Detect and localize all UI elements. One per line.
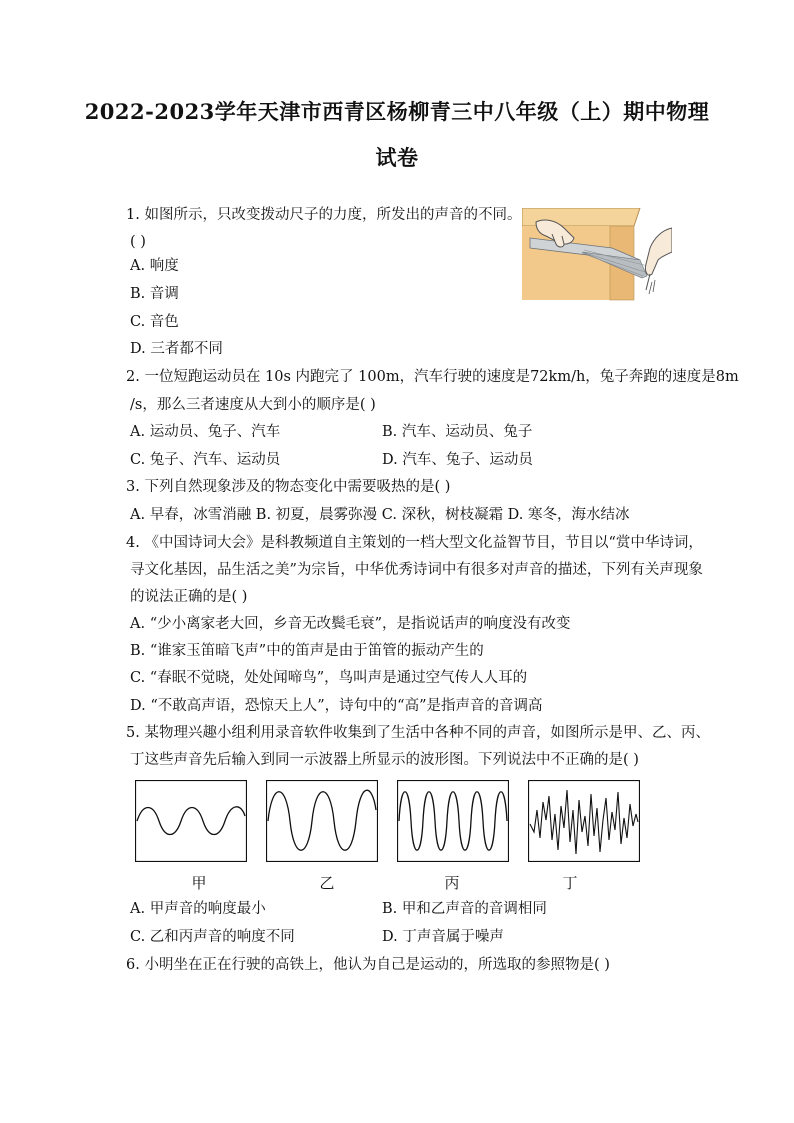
q5-stem-cont: 丁这些声音先后输入到同一示波器上所显示的波形图。下列说法中不正确的是( ) [130,752,639,768]
q5-option-a: A. 甲声音的响度最小 [130,901,266,917]
q1-option-b: B. 音调 [130,286,179,302]
waveform-ding [528,780,640,862]
q4-option-b: B. “谁家玉笛暗飞声”中的笛声是由于笛管的振动产生的 [130,643,484,659]
q1-option-c: C. 音色 [130,314,179,330]
exam-title-line2: 试卷 [375,145,419,170]
q4-stem: 4. 《中国诗词大会》是科教频道自主策划的一档大型文化益智节目，节目以“赏中华诗词， [126,535,703,551]
q1-stem: 1. 如图所示，只改变拨动尺子的力度，所发出的声音的不同。 [126,207,522,223]
q4-option-a: A. “少小离家老大回，乡音无改鬓毛衰”，是指说话声的响度没有改变 [130,616,571,632]
q4-stem-cont2: 的说法正确的是( ) [130,589,248,605]
waveform-label-bing: 丙 [444,874,460,892]
q5-stem: 5. 某物理兴趣小组利用录音软件收集到了生活中各种不同的声音，如图所示是甲、乙、丙、 [126,725,710,741]
waveform-label-yi: 乙 [319,874,335,892]
ruler-plucking-illustration [522,208,672,302]
q2-stem-cont: /s，那么三者速度从大到小的顺序是( ) [130,397,376,413]
q2-option-d: D. 汽车、兔子、运动员 [382,452,533,468]
q5-option-c: C. 乙和丙声音的响度不同 [130,929,295,945]
q1-option-d: D. 三者都不同 [130,341,223,357]
waveform-label-ding: 丁 [562,874,578,892]
q3-stem: 3. 下列自然现象涉及的物态变化中需要吸热的是( ) [126,479,451,495]
waveform-yi [266,780,378,862]
q4-option-c: C. “春眠不觉晓，处处闻啼鸟”，鸟叫声是通过空气传人人耳的 [130,670,528,686]
q3-options: A. 早春，冰雪消融 B. 初夏，晨雾弥漫 C. 深秋，树枝凝霜 D. 寒冬，海水结冰 [130,507,630,523]
q4-stem-cont1: 寻文化基因，品生活之美”为宗旨，中华优秀诗词中有很多对声音的描述，下列有关声现象 [130,562,703,578]
q1-option-a: A. 响度 [130,258,179,274]
q2-option-b: B. 汽车、运动员、兔子 [382,424,533,440]
q6-stem: 6. 小明坐在正在行驶的高铁上，他认为自己是运动的，所选取的参照物是( ) [126,957,610,973]
q2-option-a: A. 运动员、兔子、汽车 [130,424,281,440]
q5-option-d: D. 丁声音属于噪声 [382,929,504,945]
exam-title-line1: 2022-2023学年天津市西青区杨柳青三中八年级（上）期中物理 [84,99,710,124]
waveform-bing [397,780,509,862]
waveform-jia [135,780,247,862]
q4-option-d: D. “不敢高声语，恐惊天上人”，诗句中的“高”是指声音的音调高 [130,698,543,714]
q2-option-c: C. 兔子、汽车、运动员 [130,452,281,468]
waveform-label-jia: 甲 [191,874,207,892]
q5-option-b: B. 甲和乙声音的音调相同 [382,901,547,917]
q2-stem: 2. 一位短跑运动员在 10s 内跑完了 100m，汽车行驶的速度是72km/h，兔子奔跑的速度是8m [126,369,739,385]
q1-stem-paren: ( ) [130,234,146,250]
